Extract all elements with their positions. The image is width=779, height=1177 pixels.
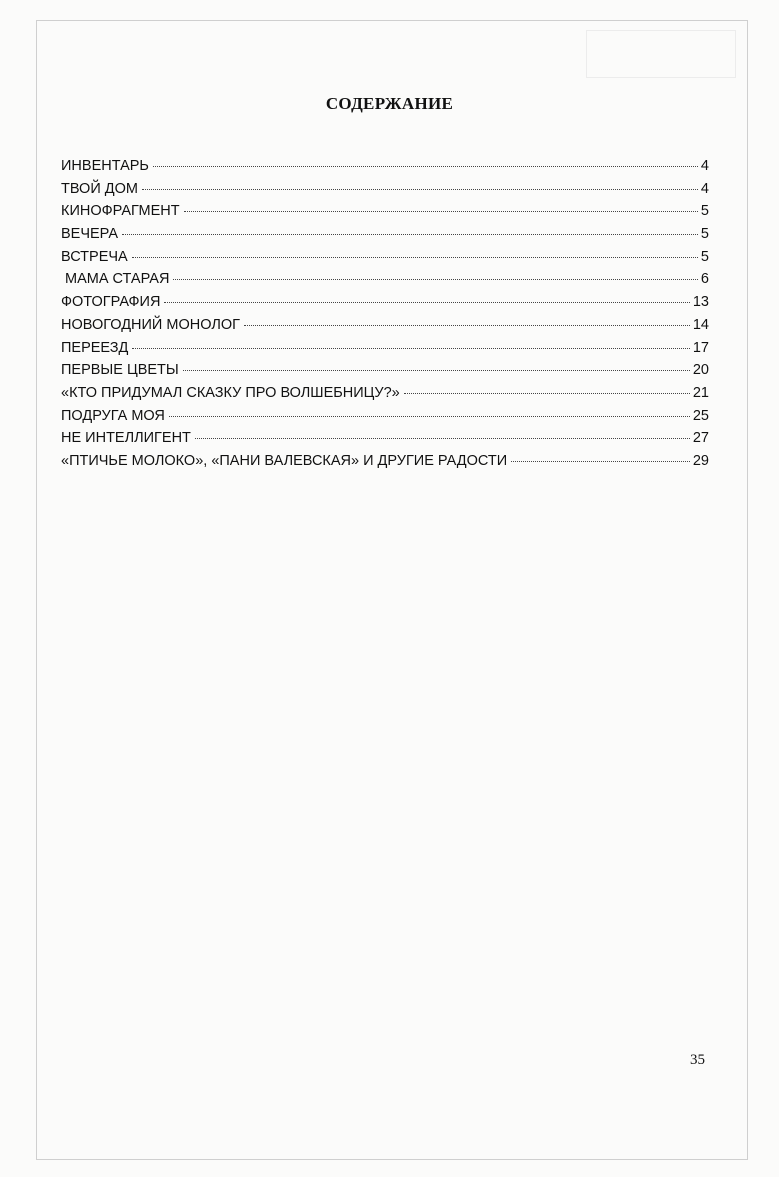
toc-leader-dots xyxy=(183,370,690,371)
toc-entry xyxy=(61,249,709,272)
toc-entry-page: 20 xyxy=(692,362,709,379)
toc-leader-dots xyxy=(404,393,690,394)
toc-entry-page: 17 xyxy=(692,339,709,356)
toc-entry-title: ВСТРЕЧА xyxy=(61,248,128,265)
toc-leader-dots xyxy=(132,257,698,258)
toc-entry-page: 21 xyxy=(692,384,709,401)
toc-entry-title: «КТО ПРИДУМАЛ СКАЗКУ ПРО ВОЛШЕБНИЦУ?» xyxy=(61,384,400,401)
toc-leader-dots xyxy=(184,211,698,212)
toc-leader-dots xyxy=(169,416,690,417)
toc-entry-title: ПЕРЕЕЗД xyxy=(61,339,129,356)
toc-leader-dots xyxy=(132,348,689,349)
toc-entry-page: 13 xyxy=(692,294,709,311)
toc-entry xyxy=(61,430,709,453)
toc-entry-title: НОВОГОДНИЙ МОНОЛОГ xyxy=(61,316,240,333)
toc-entry-page: 5 xyxy=(700,203,709,220)
toc-leader-dots xyxy=(122,234,698,235)
toc-entry xyxy=(61,362,709,385)
toc-entry xyxy=(61,408,709,431)
toc-leader-dots xyxy=(173,279,698,280)
toc-entry-page: 5 xyxy=(700,248,709,265)
toc-entry xyxy=(61,385,709,408)
toc-entry-title: КИНОФРАГМЕНТ xyxy=(61,203,180,220)
toc-entry-title: ФОТОГРАФИЯ xyxy=(61,294,161,311)
toc-entry xyxy=(61,294,709,317)
toc-entry xyxy=(61,340,709,363)
toc-entry-page: 25 xyxy=(692,407,709,424)
toc-entry-title: МАМА СТАРАЯ xyxy=(65,271,170,288)
toc-leader-dots xyxy=(142,189,698,190)
stamp-mark xyxy=(586,30,736,78)
toc-entry-title: ИНВЕНТАРЬ xyxy=(61,158,149,174)
toc-entry-page: 29 xyxy=(692,452,709,469)
toc-entry xyxy=(61,226,709,249)
table-of-contents xyxy=(61,158,709,476)
toc-entry-title: ПОДРУГА МОЯ xyxy=(61,407,165,424)
toc-leader-dots xyxy=(153,166,698,167)
page-number: 35 xyxy=(690,1052,705,1068)
toc-leader-dots xyxy=(244,325,690,326)
document-title: СОДЕРЖАНИЕ xyxy=(325,94,454,113)
toc-entry-page: 6 xyxy=(700,271,709,288)
toc-entry-page: 5 xyxy=(700,226,709,243)
toc-entry xyxy=(61,158,709,181)
toc-entry-title: «ПТИЧЬЕ МОЛОКО», «ПАНИ ВАЛЕВСКАЯ» И ДРУГИЕ РАДОСТИ xyxy=(61,452,508,469)
toc-entry-page: 14 xyxy=(692,316,709,333)
toc-entry-page: 4 xyxy=(700,158,709,174)
toc-entry-page: 27 xyxy=(692,430,709,447)
toc-entry xyxy=(61,271,709,294)
toc-entry-title: НЕ ИНТЕЛЛИГЕНТ xyxy=(61,430,191,447)
toc-entry-page: 4 xyxy=(700,180,709,197)
toc-entry-title: ТВОЙ ДОМ xyxy=(61,180,138,197)
toc-entry-title: ВЕЧЕРА xyxy=(61,226,119,243)
toc-leader-dots xyxy=(511,461,690,462)
toc-entry xyxy=(61,181,709,204)
toc-leader-dots xyxy=(195,438,690,439)
toc-entry xyxy=(61,453,709,476)
toc-entry-title: ПЕРВЫЕ ЦВЕТЫ xyxy=(61,362,179,379)
toc-leader-dots xyxy=(164,302,689,303)
toc-entry xyxy=(61,317,709,340)
toc-entry xyxy=(61,203,709,226)
